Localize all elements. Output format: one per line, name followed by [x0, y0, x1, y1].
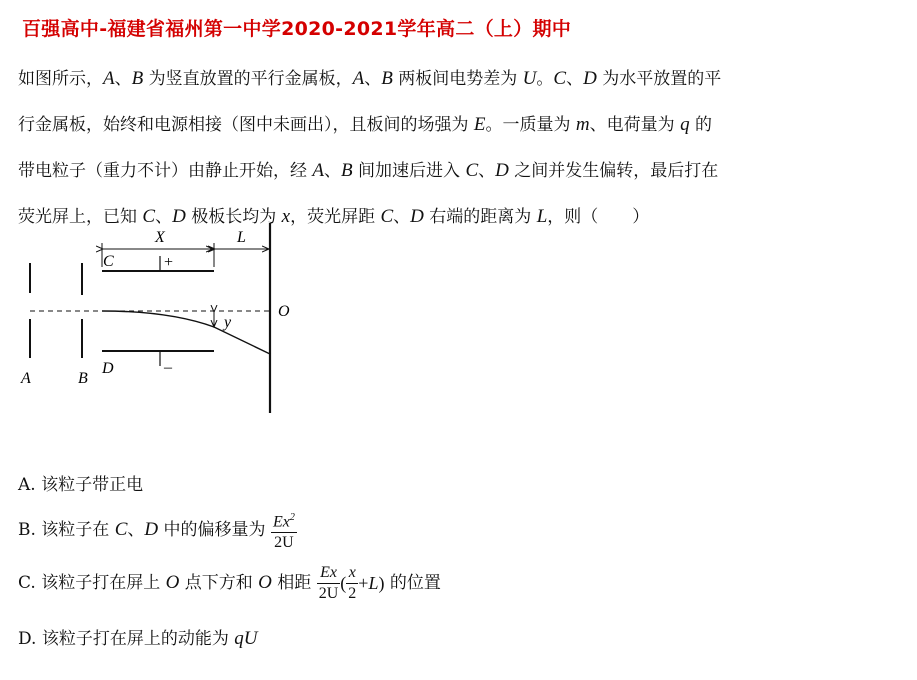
label-l: L	[237, 229, 246, 246]
label-d: D	[102, 360, 114, 377]
label-y: y	[224, 314, 232, 331]
question-line-4: 荧光屏上，已知 C、D 极板长均为 x，荧光屏距 C、D 右端的距离为 L，则（ ）	[18, 206, 650, 227]
fraction-ex2-over-2u: $\frac{Ex^2}{2U}$	[271, 508, 297, 553]
question-line-3: 带电粒子（重力不计）由静止开始，经 A、B 间加速后进入 C、D 之间并发生偏转，最后打在	[18, 160, 719, 181]
question-stem	[18, 56, 903, 240]
physics-diagram	[0, 215, 320, 420]
label-plus: +	[164, 254, 174, 271]
option-d[interactable]: D. 该粒子打在屏上的动能为 qU	[18, 628, 258, 649]
label-b: B	[78, 370, 88, 387]
option-b[interactable]: B. 该粒子在 C、D 中的偏移量为 $\frac{Ex^2}{2U}$	[18, 508, 297, 553]
label-o: O	[278, 303, 290, 320]
option-a[interactable]: A. 该粒子带正电	[18, 475, 144, 495]
question-line-1: 如图所示，A、B 为竖直放置的平行金属板，A、B 两板间电势差为 U。C、D 为水平放置的平	[18, 68, 722, 89]
label-a: A	[21, 370, 31, 387]
page-title: 百强高中-福建省福州第一中学2020-2021学年高二（上）期中	[22, 18, 572, 40]
label-c: C	[103, 253, 114, 270]
fraction-ex-over-2u: $\frac{Ex}{2U}$	[318, 564, 339, 602]
question-line-2: 行金属板，始终和电源相接（图中未画出），且板间的场强为 E。一质量为 m、电荷量为 q 的	[18, 114, 712, 135]
label-x: X	[155, 229, 165, 246]
particle-trajectory	[102, 311, 270, 354]
label-minus: –	[164, 359, 172, 376]
option-c[interactable]: C. 该粒子打在屏上 O 点下方和 O 相距 $\frac{Ex}{2U}$ ( $\frac{x}{2}$ +L) 的位置	[18, 564, 441, 602]
fraction-x-over-2: $\frac{x}{2}$	[348, 564, 357, 602]
